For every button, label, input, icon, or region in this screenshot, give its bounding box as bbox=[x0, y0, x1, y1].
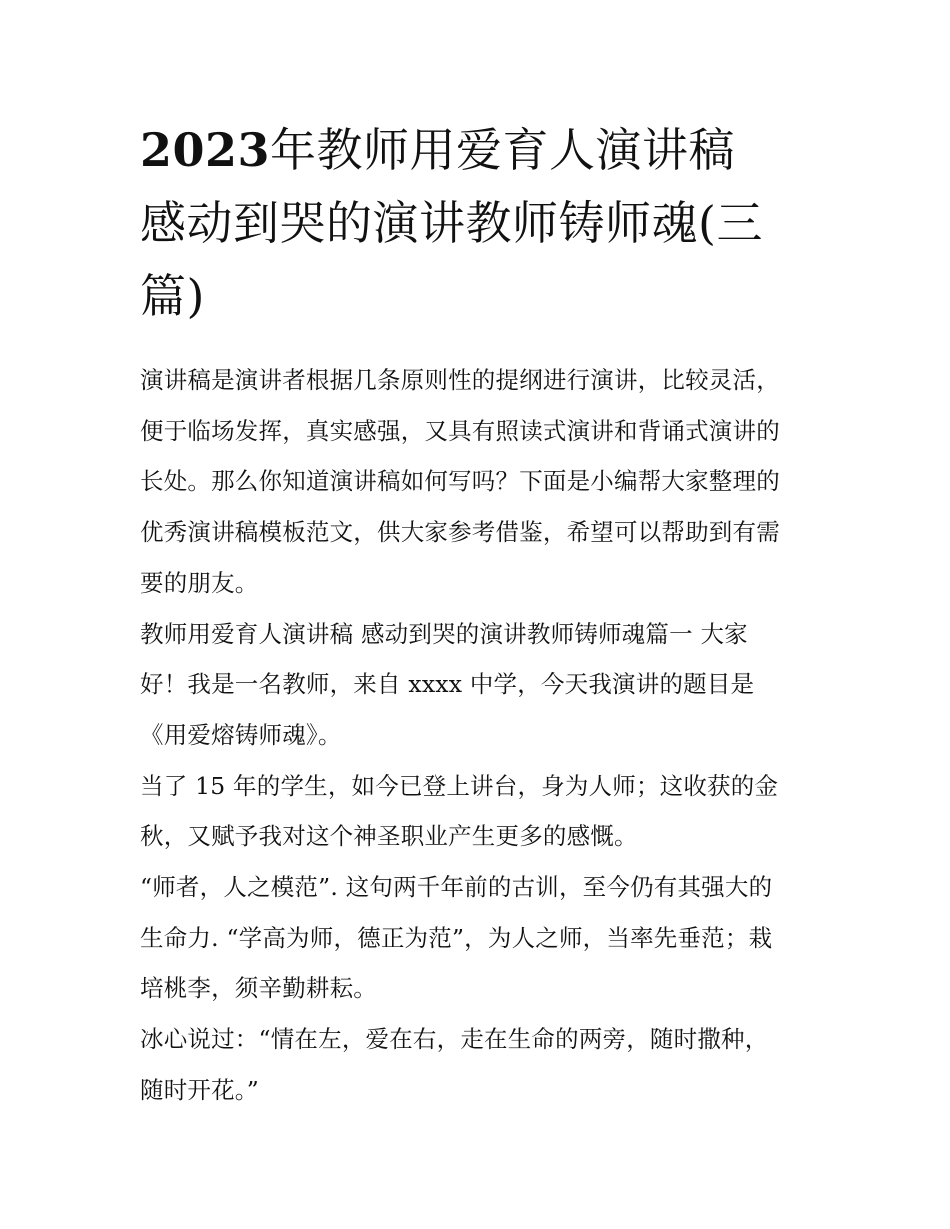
paragraph-quote bbox=[140, 1014, 815, 1115]
title-line-1 bbox=[140, 114, 815, 187]
paragraph-line: 要的朋友。 bbox=[140, 568, 259, 597]
paragraph-line: 当了 15 年的学生，如今已登上讲台，身为人师；这收获的金 bbox=[140, 771, 779, 800]
paragraph-line: 便于临场发挥，真实感强，又具有照读式演讲和背诵式演讲的 bbox=[140, 416, 780, 445]
paragraph-line: 好！我是一名教师，来自 xxxx 中学，今天我演讲的题目是 bbox=[140, 670, 755, 699]
paragraph-line: 长处。那么你知道演讲稿如何写吗？下面是小编帮大家整理的 bbox=[140, 467, 780, 496]
title-year: 2023 bbox=[140, 123, 271, 177]
paragraph-line: 优秀演讲稿模板范文，供大家参考借鉴，希望可以帮助到有需 bbox=[140, 518, 780, 547]
title-line-1-text: 年教师用爱育人演讲稿 bbox=[270, 123, 736, 177]
paragraph-greeting bbox=[140, 609, 815, 761]
paragraph-line: 冰心说过：“情在左，爱在右，走在生命的两旁，随时撒种， bbox=[140, 1025, 769, 1054]
paragraph-line: 秋，又赋予我对这个神圣职业产生更多的感慨。 bbox=[140, 822, 638, 851]
paragraph-line: 培桃李，须辛勤耕耘。 bbox=[140, 974, 377, 1003]
paragraph-line: 演讲稿是演讲者根据几条原则性的提纲进行演讲，比较灵活， bbox=[140, 366, 780, 394]
document-title bbox=[140, 114, 815, 333]
paragraph-line: “师者，人之模范”. 这句两千年前的古训，至今仍有其强大的 bbox=[140, 873, 773, 902]
paragraph-line: 《用爱熔铸师魂》。 bbox=[140, 720, 342, 749]
paragraph-line: 教师用爱育人演讲稿 感动到哭的演讲教师铸师魂篇一 大家 bbox=[140, 619, 748, 648]
paragraph-line: 生命力. “学高为师，德正为范”，为人之师，当率先垂范；栽 bbox=[140, 923, 773, 952]
title-line-2: 感动到哭的演讲教师铸师魂(三 bbox=[140, 196, 763, 250]
paragraph-intro bbox=[140, 355, 815, 609]
document-body bbox=[140, 114, 815, 1116]
paragraph-maxim bbox=[140, 862, 815, 1014]
paragraph-career bbox=[140, 761, 815, 862]
paragraph-line: 随时开花。” bbox=[140, 1075, 259, 1104]
title-line-3: 篇) bbox=[140, 269, 205, 323]
